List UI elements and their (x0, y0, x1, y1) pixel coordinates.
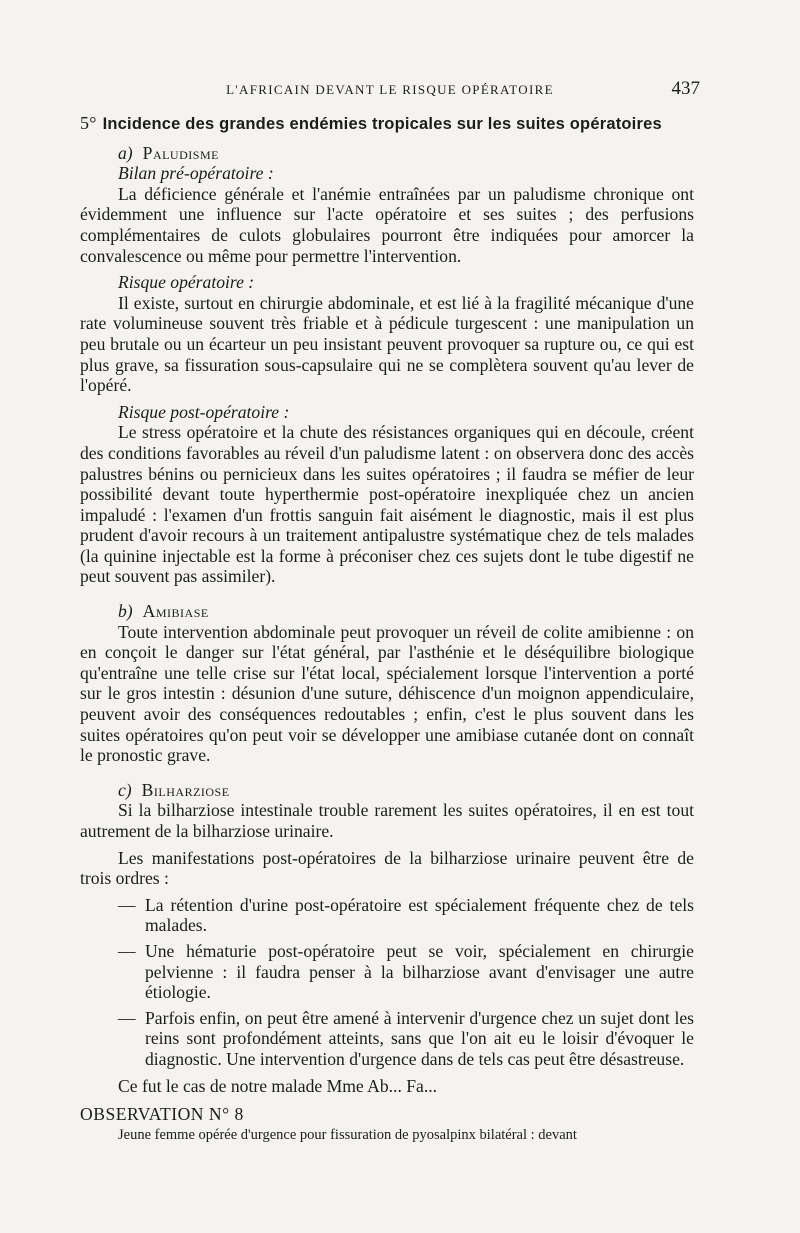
subsection-letter: a) (118, 142, 133, 163)
observation-text: Jeune femme opérée d'urgence pour fissuration de pyosalpinx bilatéral : devant (118, 1126, 577, 1143)
subsection-heading-bilharziose (80, 780, 694, 801)
section-number: 5° (80, 113, 97, 133)
subsection-letter: c) (118, 779, 132, 800)
paragraph-bilan: La déficience générale et l'anémie entraînées par un paludisme chronique ont évidemment une influence sur l'acte opératoire et ses suites ; des perfusions complémentaires de culots globulaires pourront être indiquées pour amorcer la convalescence ou même pour permettre l'intervention. (80, 183, 694, 266)
subsection-name: Bilharziose (141, 779, 230, 800)
paragraph-risque: Il existe, surtout en chirurgie abdominale, et est lié à la fragilité mécanique d'une rate volumineuse souvent très friable et à pédicule turgescent : une manipulation un peu brutale ou un écarteur un peu insistant peuvent provoquer sa rupture ou, ce qui est plus grave, sa fissuration sous-capsulaire qui ne se complètera souvent qu'au lever de l'opéré. (80, 292, 694, 396)
list-item (80, 941, 694, 1003)
paragraph-amibiase: Toute intervention abdominale peut provoquer un réveil de colite amibienne : on en conçoit le danger sur l'état général, par l'asthénie et le déséquilibre biologique qu'entraîne une telle crise sur l'état local, spécialement lorsque l'intervention a porté sur le gros intestin : désunion d'une suture, déhiscence d'un moignon appendiculaire, peuvent avoir des conséquences redoutables ; enfin, c'est le plus souvent dans les suites opératoires qu'on peut voir se développer une amibiase cutanée dont on connaît le pronostic grave. (80, 621, 694, 766)
dash-marker: — (118, 1007, 136, 1028)
subsection-heading-paludisme (80, 143, 694, 164)
page-number: 437 (671, 78, 700, 99)
list-item-text: La rétention d'urine post-opératoire est spécialement fréquente chez de tels malades. (145, 894, 694, 936)
running-header (80, 78, 700, 102)
subsection-name: Amibiase (142, 601, 209, 622)
manifestations-list (80, 895, 694, 1070)
dash-marker: — (118, 940, 136, 961)
main-content (80, 113, 694, 1145)
label-bilan-pre-operatoire: Bilan pré-opératoire : (118, 163, 274, 184)
section-title-text: Incidence des grandes endémies tropicales sur les suites opératoires (102, 115, 662, 133)
paragraph-bilharziose-1: Si la bilharziose intestinale trouble rarement les suites opératoires, il en est tout autrement de la bilharziose urinaire. (80, 800, 694, 841)
section-heading (80, 113, 694, 135)
observation-title: OBSERVATION N° 8 (80, 1104, 244, 1125)
paragraph-post-operatoire: Le stress opératoire et la chute des résistances organiques qui en découle, créent des conditions favorables au réveil d'un paludisme latent : on observera donc des accès palustres bénins ou pernicieux dans les suites opératoires ; il faudra se méfier de leur possibilité devant toute hyperthermie post-opératoire inexpliquée chez un ancien impaludé : l'examen d'un frottis sanguin fait aisément le diagnostic, mais il est plus prudent d'avoir recours à un traitement antipalustre systématique chez de tels malades (la quinine injectable est la forme à préconiser chez ces sujets dont le tube digestif ne peut souvent pas assimiler). (80, 422, 694, 587)
subsection-heading-amibiase (80, 601, 694, 622)
subsection-name: Paludisme (142, 142, 219, 163)
dash-marker: — (118, 894, 136, 915)
list-item-text: Parfois enfin, on peut être amené à intervenir d'urgence chez un sujet dont les reins sont profondément atteints, sans que l'on ait eu le loisir d'évoquer le diagnostic. Une intervention d'urgence dans de tels cas peut être désastreuse. (145, 1007, 694, 1069)
label-risque-operatoire: Risque opératoire : (118, 272, 255, 293)
running-title: L'AFRICAIN DEVANT LE RISQUE OPÉRATOIRE (226, 82, 554, 97)
closing-sentence: Ce fut le cas de notre malade Mme Ab... Fa... (118, 1075, 438, 1096)
list-item-text: Une hématurie post-opératoire peut se voir, spécialement en chirurgie pelvienne : il faudra penser à la bilharziose avant d'envisager une autre étiologie. (145, 940, 694, 1003)
paragraph-bilharziose-2: Les manifestations post-opératoires de la bilharziose urinaire peuvent être de trois ordres : (80, 847, 694, 889)
list-item (80, 895, 694, 936)
subsection-letter: b) (118, 601, 133, 622)
label-risque-post-operatoire: Risque post-opératoire : (118, 401, 290, 422)
list-item (80, 1008, 694, 1070)
